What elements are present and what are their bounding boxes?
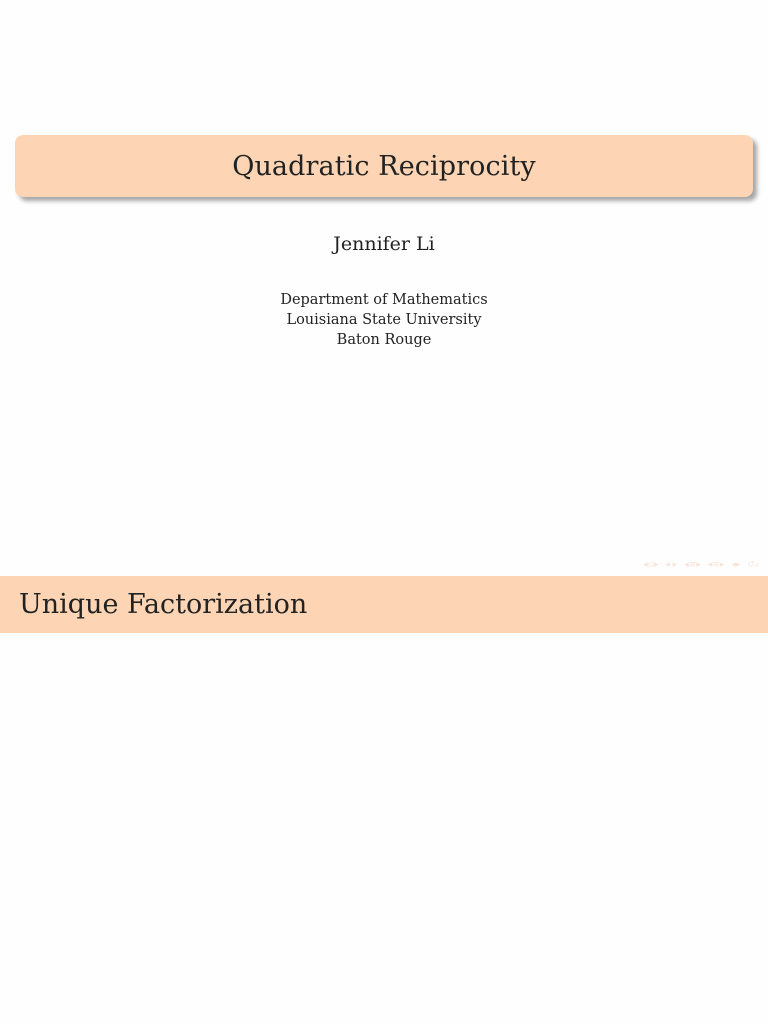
author-name: Jennifer Li	[333, 233, 435, 255]
nav-prev-icon[interactable]: ◂ ▸	[665, 560, 678, 570]
institute-line-city: Baton Rouge	[336, 332, 432, 348]
institute-block	[0, 290, 768, 350]
frame-title: Unique Factorization	[19, 589, 308, 620]
institute-line-department: Department of Mathematics	[280, 292, 488, 308]
nav-next-icon[interactable]: ◂≡▸	[707, 560, 725, 570]
nav-section-icon[interactable]: ◂▸	[731, 560, 741, 570]
nav-frame-icon[interactable]: ◂≡▸	[684, 560, 701, 570]
title-box	[15, 135, 753, 197]
beamer-navigation-bar	[643, 560, 760, 570]
nav-first-icon[interactable]: ◂▫▸	[643, 560, 659, 570]
content-slide	[0, 576, 768, 1024]
institute-line-university: Louisiana State University	[286, 312, 482, 328]
presentation-title: Quadratic Reciprocity	[232, 150, 536, 182]
nav-search-icon[interactable]: ↺⌕	[747, 560, 760, 570]
frame-title-bar	[0, 576, 768, 633]
